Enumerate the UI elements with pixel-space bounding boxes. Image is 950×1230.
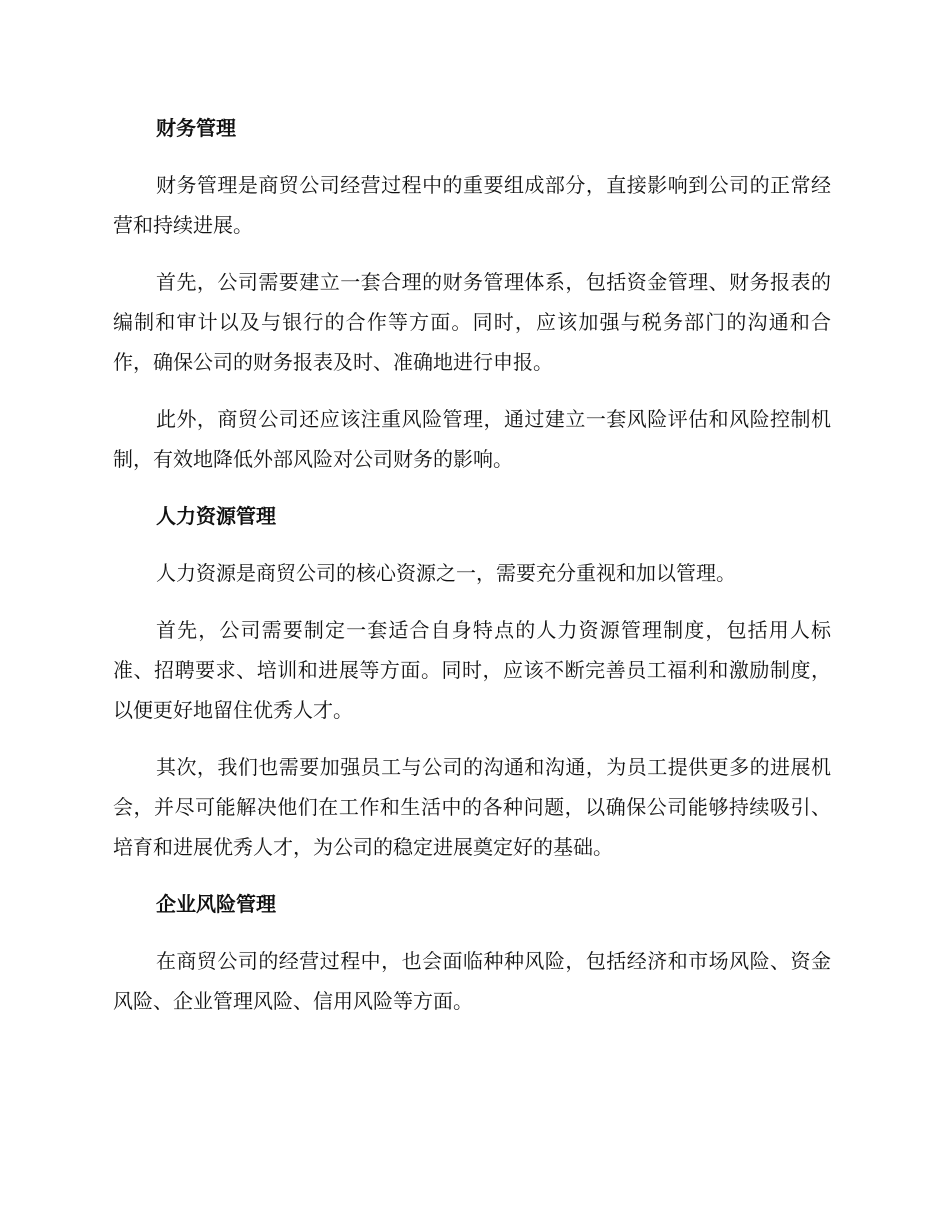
paragraph: 人力资源是商贸公司的核心资源之一，需要充分重视和加以管理。 xyxy=(156,561,736,585)
section-heading-finance: 财务管理 xyxy=(156,116,236,140)
paragraph: 财务管理是商贸公司经营过程中的重要组成部分，直接影响到公司的正常经营和持续进展。 xyxy=(113,173,831,237)
document-body xyxy=(113,108,831,1021)
paragraph: 在商贸公司的经营过程中，也会面临种种风险，包括经济和市场风险、资金风险、企业管理风险、信用风险等方面。 xyxy=(113,949,831,1013)
paragraph: 其次，我们也需要加强员工与公司的沟通和沟通，为员工提供更多的进展机会，并尽可能解决他们在工作和生活中的各种问题，以确保公司能够持续吸引、培育和进展优秀人才，为公司的稳定进展奠定好的基础。 xyxy=(113,755,831,859)
section-heading-hr: 人力资源管理 xyxy=(156,504,276,528)
paragraph: 此外，商贸公司还应该注重风险管理，通过建立一套风险评估和风险控制机制，有效地降低外部风险对公司财务的影响。 xyxy=(113,407,831,471)
paragraph: 首先，公司需要制定一套适合自身特点的人力资源管理制度，包括用人标准、招聘要求、培训和进展等方面。同时，应该不断完善员工福利和激励制度，以便更好地留住优秀人才。 xyxy=(113,618,831,722)
section-heading-risk: 企业风险管理 xyxy=(156,892,276,916)
paragraph: 首先，公司需要建立一套合理的财务管理体系，包括资金管理、财务报表的编制和审计以及与银行的合作等方面。同时，应该加强与税务部门的沟通和合作，确保公司的财务报表及时、准确地进行申报。 xyxy=(113,270,831,374)
